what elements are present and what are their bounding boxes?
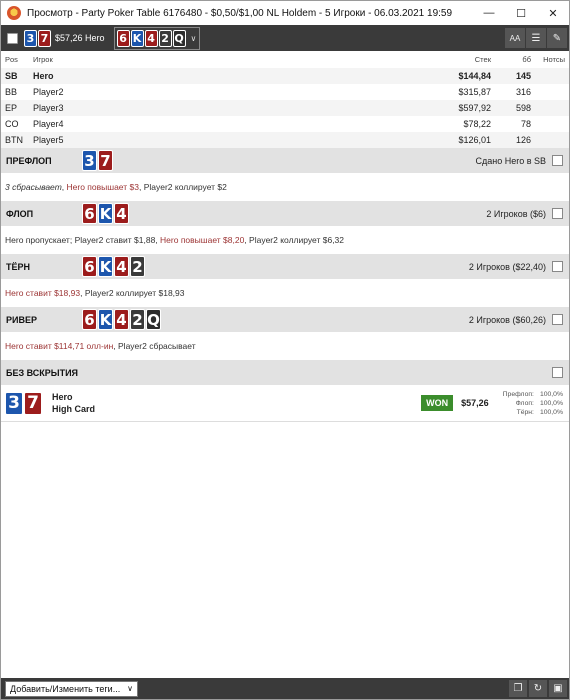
card: 6 (82, 256, 97, 277)
player-name: Player5 (29, 132, 435, 148)
list-view-button[interactable] (526, 28, 546, 48)
edit-button[interactable] (547, 28, 567, 48)
window-title: Просмотр - Party Poker Table 6176480 - $0,50/$1,00 NL Holdem - 5 Игроки - 06.03.2021 19:59 (27, 7, 453, 19)
col-stack-header: Стек (474, 55, 491, 64)
card: 3 (82, 150, 97, 171)
players-table-header (1, 51, 569, 68)
table-row[interactable] (1, 84, 569, 100)
maximize-button[interactable]: ☐ (516, 7, 526, 20)
street-actions: Hero пропускает ; Player2 ставит $1,88 , Hero повышает $8,20 , Player2 коллирует $6,32 (5, 235, 345, 245)
copy-button[interactable] (509, 680, 527, 697)
player-stack: $597,92 (435, 100, 495, 116)
table-row[interactable] (1, 68, 569, 84)
result-player-name: Hero (52, 392, 73, 402)
player-bb: 316 (515, 87, 531, 97)
player-bb: 145 (495, 68, 535, 84)
player-name: Player4 (33, 119, 64, 129)
refresh-icon: ↻ (533, 683, 543, 694)
card: 6 (82, 309, 97, 330)
action: Hero ставит $114,71 олл-ин (5, 341, 114, 351)
player-notes[interactable] (535, 100, 569, 116)
equity-table (503, 390, 563, 417)
col-player-header: Игрок (33, 55, 53, 64)
equity-label: Тёрн: (516, 408, 534, 416)
street-checkbox[interactable] (552, 314, 563, 325)
card: 4 (145, 30, 158, 47)
player-bb: 78 (520, 119, 531, 129)
player-notes[interactable] (535, 132, 569, 148)
table-row[interactable] (1, 116, 569, 132)
player-name: Player2 (33, 87, 64, 97)
card: 6 (117, 30, 130, 47)
won-badge: WON (421, 395, 453, 411)
copy-icon: ❐ (513, 683, 523, 694)
bottom-bar (1, 678, 569, 699)
card: 7 (24, 392, 42, 415)
player-pos: BB (5, 87, 18, 97)
street-header-river (1, 307, 569, 332)
street-actions: Hero ставит $18,93 , Player2 коллирует $18,93 (5, 288, 185, 298)
app-logo-icon (7, 6, 21, 20)
players-table (1, 51, 569, 148)
street-header-turn (1, 254, 569, 279)
player-notes[interactable] (535, 84, 569, 100)
player-name: Player3 (29, 100, 435, 116)
save-icon: ▣ (553, 683, 563, 694)
street-header-preflop (1, 148, 569, 173)
street-cards (82, 203, 129, 224)
font-size-icon: AA (509, 33, 521, 43)
card: 3 (24, 30, 37, 47)
card: K (99, 204, 112, 223)
tag-select[interactable] (5, 681, 138, 697)
title-bar (1, 1, 569, 25)
tag-select-value: Добавить/Изменить теги... (10, 683, 121, 694)
close-button[interactable]: ✕ (548, 7, 558, 20)
card: 4 (114, 256, 129, 277)
col-notes-header: Нотсы (543, 55, 565, 64)
card: K (99, 257, 112, 276)
player-pos: EP (1, 100, 29, 116)
action: Player2 коллирует $6,32 (249, 235, 345, 245)
action: Hero повышает $3 (66, 182, 139, 192)
street-header-no-showdown (1, 360, 569, 385)
equity-value: 100,0% (539, 408, 563, 416)
table-row[interactable] (1, 132, 569, 148)
card: K (99, 310, 112, 329)
card: 7 (98, 150, 113, 171)
result-player (52, 391, 95, 415)
street-name: РИВЕР (6, 314, 37, 325)
card: 3 (5, 392, 23, 415)
card: 2 (130, 309, 145, 330)
hero-hole-cards (24, 30, 51, 47)
street-cards (82, 150, 113, 171)
action: Hero ставит $18,93 (5, 288, 81, 298)
street-actions: 3 сбрасывает , Hero повышает $3 , Player2 коллирует $2 (5, 182, 227, 192)
player-pos: BTN (1, 132, 29, 148)
street-header-flop (1, 201, 569, 226)
street-name: ТЁРН (6, 261, 31, 272)
pencil-icon: ✎ (552, 32, 562, 44)
street-checkbox[interactable] (552, 155, 563, 166)
street-checkbox[interactable] (552, 208, 563, 219)
player-pos: CO (5, 119, 19, 129)
hand-toolbar (1, 25, 569, 51)
player-name: Hero (29, 68, 435, 84)
action: 3 сбрасывает (5, 182, 62, 192)
select-hand-checkbox[interactable] (7, 33, 18, 44)
card: 2 (130, 256, 145, 277)
equity-label: Префлоп: (502, 390, 534, 398)
result-cards (5, 392, 42, 415)
street-info: 2 Игроков ($6) (486, 208, 546, 219)
player-notes[interactable] (535, 68, 569, 84)
street-checkbox[interactable] (552, 261, 563, 272)
street-checkbox[interactable] (552, 367, 563, 378)
card: Q (147, 310, 160, 329)
action: Player2 коллирует $18,93 (84, 288, 185, 298)
result-hand: High Card (52, 404, 96, 414)
refresh-button[interactable] (529, 680, 547, 697)
equity-value: 100,0% (539, 390, 563, 398)
street-name: ПРЕФЛОП (6, 155, 52, 166)
card: 2 (159, 30, 172, 47)
save-button[interactable] (549, 680, 567, 697)
player-stack: $315,87 (458, 87, 491, 97)
player-stack: $126,01 (435, 132, 495, 148)
player-bb: 126 (495, 132, 535, 148)
player-bb: 598 (495, 100, 535, 116)
action: Player2 сбрасывает (118, 341, 196, 351)
card: K (131, 30, 144, 47)
action: Hero пропускает (5, 235, 70, 245)
action: Player2 ставит $1,88 (74, 235, 156, 245)
action: Hero повышает $8,20 (160, 235, 245, 245)
street-info: 2 Игроков ($60,26) (468, 314, 546, 325)
chevron-down-icon: ∨ (190, 33, 197, 43)
showdown-result (1, 385, 569, 422)
col-pos-header: Pos (5, 55, 18, 64)
player-pos: SB (1, 68, 29, 84)
action: Player2 коллирует $2 (143, 182, 227, 192)
hero-stack-label: $57,26 Hero (55, 33, 105, 43)
won-amount: $57,26 (461, 398, 489, 408)
player-stack: $78,22 (463, 119, 491, 129)
equity-value: 100,0% (539, 399, 563, 407)
street-actions: Hero ставит $114,71 олл-ин , Player2 сбрасывает (5, 341, 196, 351)
chevron-down-icon: ∨ (127, 684, 133, 693)
board-dropdown[interactable] (114, 27, 201, 50)
card: 7 (38, 30, 51, 47)
card: Q (174, 31, 184, 45)
player-stack: $144,84 (435, 68, 495, 84)
street-cards (82, 256, 145, 277)
card: 4 (114, 309, 129, 330)
player-notes[interactable] (535, 116, 569, 132)
street-name: ФЛОП (6, 208, 34, 219)
card: 6 (82, 203, 97, 224)
street-name: БЕЗ ВСКРЫТИЯ (6, 367, 79, 378)
table-row[interactable] (1, 100, 569, 116)
list-icon: ☰ (531, 32, 541, 44)
street-cards (82, 309, 161, 330)
minimize-button[interactable]: — (483, 7, 495, 19)
street-info: 2 Игроков ($22,40) (468, 261, 546, 272)
col-bb-header: бб (522, 55, 531, 64)
equity-label: Флоп: (515, 399, 534, 407)
street-info: Сдано Hero в SB (475, 155, 546, 166)
font-size-button[interactable] (505, 28, 525, 48)
card: 4 (114, 203, 129, 224)
